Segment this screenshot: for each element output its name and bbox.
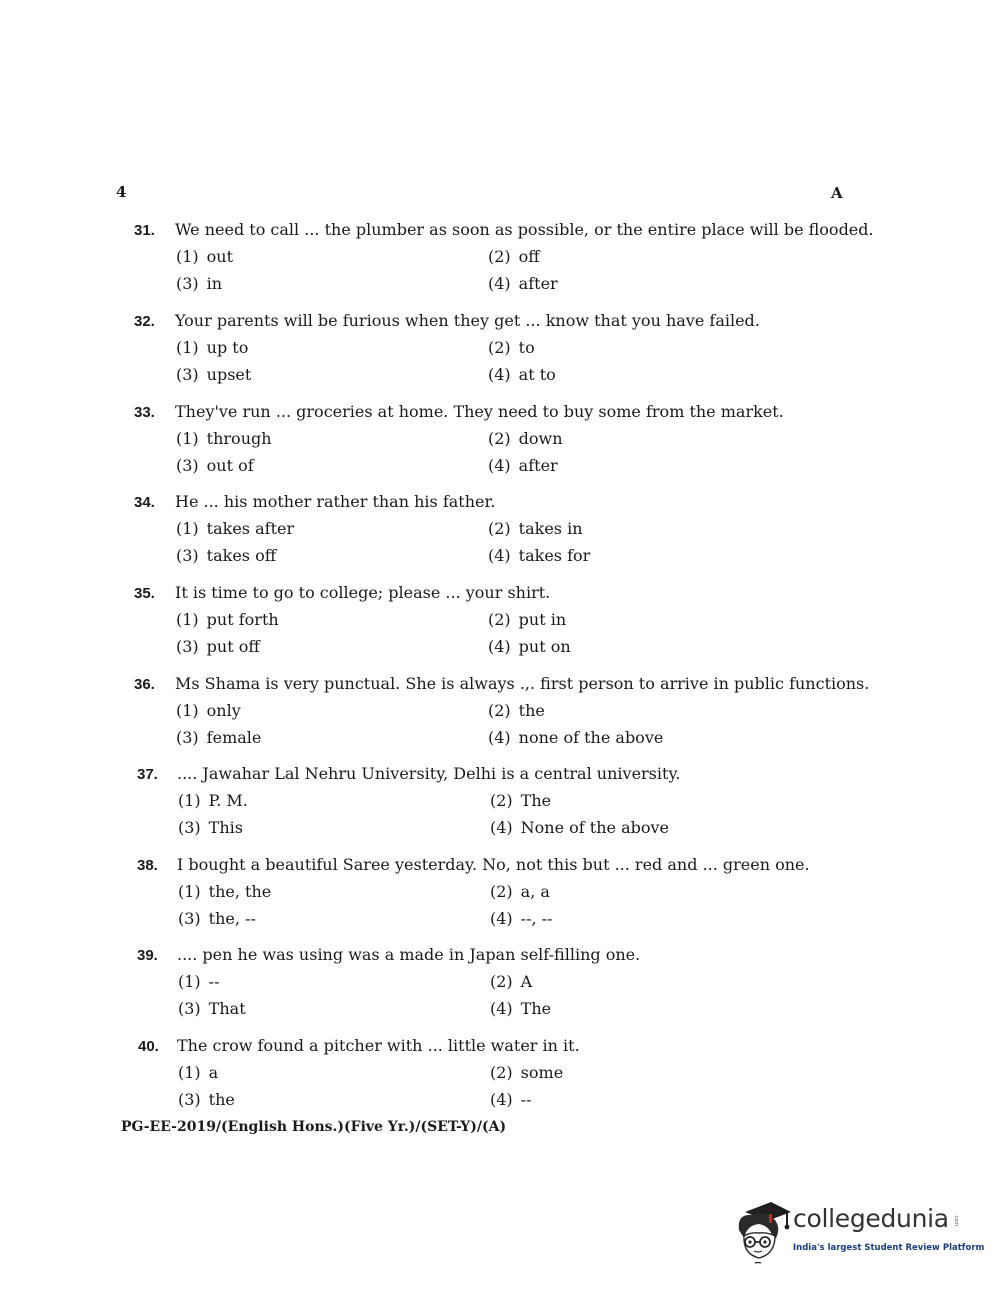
option-number: (2) <box>490 882 513 901</box>
option-number: (2) <box>488 519 511 538</box>
question-text: Your parents will be furious when they get ... know that you have failed. <box>175 311 760 330</box>
collegedunia-logo <box>735 1196 985 1266</box>
option-text: That <box>208 999 246 1018</box>
option-number: (2) <box>490 1063 513 1082</box>
option-text: out <box>206 247 234 266</box>
answer-option <box>488 637 571 656</box>
option-text: put off <box>206 637 260 656</box>
option-text: --, -- <box>520 909 553 928</box>
question-text: He ... his mother rather than his father. <box>175 492 496 511</box>
option-text: off <box>518 247 540 266</box>
option-number: (4) <box>488 546 511 565</box>
option-text: a, a <box>520 882 550 901</box>
answer-option <box>178 818 243 837</box>
answer-option <box>178 1090 235 1109</box>
option-text: in <box>206 274 223 293</box>
question-text: It is time to go to college; please ... your shirt. <box>175 583 551 602</box>
answer-option <box>490 999 551 1018</box>
option-text: only <box>206 701 241 720</box>
question-number: 32. <box>134 313 155 330</box>
question <box>0 583 993 667</box>
option-number: (4) <box>490 999 513 1018</box>
question <box>0 764 993 848</box>
question <box>0 945 993 1029</box>
option-text: none of the above <box>518 728 664 747</box>
answer-option <box>176 546 276 565</box>
option-number: (4) <box>488 365 511 384</box>
option-number: (3) <box>176 728 199 747</box>
option-number: (2) <box>490 791 513 810</box>
option-text: The <box>520 791 552 810</box>
option-number: (3) <box>176 637 199 656</box>
option-text: a <box>208 1063 219 1082</box>
option-number: (4) <box>490 818 513 837</box>
answer-option <box>178 1063 218 1082</box>
answer-option <box>488 519 583 538</box>
answer-option <box>176 338 248 357</box>
question <box>0 402 993 486</box>
answer-option <box>176 701 241 720</box>
answer-option <box>176 429 272 448</box>
logo-domain-suffix: .com <box>953 1214 959 1227</box>
answer-option <box>488 728 663 747</box>
option-number: (4) <box>490 909 513 928</box>
answer-option <box>488 701 545 720</box>
question-text: They've run ... groceries at home. They need to buy some from the market. <box>175 402 784 421</box>
option-text: None of the above <box>520 818 670 837</box>
option-text: after <box>518 274 558 293</box>
answer-option <box>490 882 550 901</box>
option-text: female <box>206 728 262 747</box>
question-number: 33. <box>134 404 155 421</box>
option-number: (3) <box>176 456 199 475</box>
option-text: A <box>520 972 533 991</box>
question-number: 38. <box>137 857 158 874</box>
option-text: put forth <box>206 610 279 629</box>
question-text: We need to call ... the plumber as soon as possible, or the entire place will be flooded. <box>175 220 874 239</box>
option-number: (1) <box>176 610 199 629</box>
answer-option <box>488 338 535 357</box>
question-number: 36. <box>134 676 155 693</box>
question-text: .... pen he was using was a made in Japan self-filling one. <box>177 945 641 964</box>
option-number: (3) <box>178 818 201 837</box>
option-number: (4) <box>490 1090 513 1109</box>
option-number: (1) <box>176 338 199 357</box>
option-text: put in <box>518 610 567 629</box>
question <box>0 220 993 304</box>
logo-tagline: India's largest Student Review Platform <box>793 1243 985 1253</box>
question-number: 31. <box>134 222 155 239</box>
answer-option <box>178 909 256 928</box>
question <box>0 674 993 758</box>
option-number: (2) <box>488 610 511 629</box>
option-text: the, the <box>208 882 272 901</box>
option-number: (1) <box>178 882 201 901</box>
option-text: some <box>520 1063 564 1082</box>
paper-code: PG-EE-2019/(English Hons.)(Five Yr.)/(SET-Y)/(A) <box>121 1119 507 1135</box>
answer-option <box>178 972 219 991</box>
option-number: (1) <box>178 1063 201 1082</box>
question <box>0 311 993 395</box>
answer-option <box>176 274 222 293</box>
option-text: through <box>206 429 272 448</box>
set-letter: A <box>831 184 843 202</box>
option-text: takes off <box>206 546 277 565</box>
option-number: (1) <box>176 429 199 448</box>
question-number: 37. <box>137 766 158 783</box>
option-number: (1) <box>176 701 199 720</box>
option-text: up to <box>206 338 249 357</box>
option-text: P. M. <box>208 791 248 810</box>
mascot-icon <box>735 1196 793 1266</box>
answer-option <box>490 818 669 837</box>
page-number: 4 <box>116 183 127 201</box>
answer-option <box>488 247 540 266</box>
option-number: (2) <box>488 429 511 448</box>
option-number: (2) <box>488 338 511 357</box>
option-text: after <box>518 456 558 475</box>
answer-option <box>488 456 558 475</box>
answer-option <box>176 456 254 475</box>
answer-option <box>176 365 251 384</box>
option-number: (4) <box>488 456 511 475</box>
option-number: (1) <box>176 247 199 266</box>
option-text: put on <box>518 637 571 656</box>
question-text: I bought a beautiful Saree yesterday. No, not this but ... red and ... green one. <box>177 855 810 874</box>
question-number: 34. <box>134 494 155 511</box>
option-number: (4) <box>488 637 511 656</box>
option-text: the, -- <box>208 909 256 928</box>
option-number: (2) <box>488 247 511 266</box>
answer-option <box>488 274 558 293</box>
question-text: The crow found a pitcher with ... little water in it. <box>177 1036 580 1055</box>
option-text: the <box>518 701 545 720</box>
answer-option <box>488 546 590 565</box>
answer-option <box>490 1090 531 1109</box>
logo-wordmark: collegedunia <box>793 1204 949 1233</box>
option-text: upset <box>206 365 252 384</box>
question-number: 35. <box>134 585 155 602</box>
question <box>0 855 993 939</box>
option-text: down <box>518 429 563 448</box>
option-number: (1) <box>178 972 201 991</box>
option-text: at to <box>518 365 556 384</box>
answer-option <box>490 909 552 928</box>
option-number: (3) <box>178 999 201 1018</box>
answer-option <box>178 882 271 901</box>
answer-option <box>488 610 566 629</box>
answer-option <box>178 999 246 1018</box>
answer-option <box>488 365 556 384</box>
question-number: 40. <box>138 1038 159 1055</box>
answer-option <box>176 519 294 538</box>
option-number: (2) <box>488 701 511 720</box>
option-number: (1) <box>178 791 201 810</box>
option-number: (4) <box>488 274 511 293</box>
option-number: (1) <box>176 519 199 538</box>
option-text: takes after <box>206 519 295 538</box>
answer-option <box>490 791 551 810</box>
option-text: -- <box>520 1090 532 1109</box>
question-text: Ms Shama is very punctual. She is always .,. first person to arrive in public functions. <box>175 674 870 693</box>
option-text: out of <box>206 456 254 475</box>
option-number: (3) <box>176 546 199 565</box>
option-text: to <box>518 338 535 357</box>
option-text: takes in <box>518 519 583 538</box>
answer-option <box>490 972 532 991</box>
option-number: (2) <box>490 972 513 991</box>
option-text: the <box>208 1090 235 1109</box>
answer-option <box>176 610 279 629</box>
answer-option <box>176 728 261 747</box>
answer-option <box>176 247 233 266</box>
answer-option <box>490 1063 563 1082</box>
option-number: (3) <box>176 365 199 384</box>
option-text: This <box>208 818 243 837</box>
option-text: The <box>520 999 552 1018</box>
question-text: .... Jawahar Lal Nehru University, Delhi is a central university. <box>177 764 681 783</box>
answer-option <box>176 637 260 656</box>
option-number: (3) <box>178 909 201 928</box>
answer-option <box>488 429 563 448</box>
option-text: -- <box>208 972 220 991</box>
option-number: (4) <box>488 728 511 747</box>
option-number: (3) <box>178 1090 201 1109</box>
question <box>0 492 993 576</box>
question <box>0 1036 993 1120</box>
option-text: takes for <box>518 546 591 565</box>
option-number: (3) <box>176 274 199 293</box>
answer-option <box>178 791 248 810</box>
question-number: 39. <box>137 947 158 964</box>
